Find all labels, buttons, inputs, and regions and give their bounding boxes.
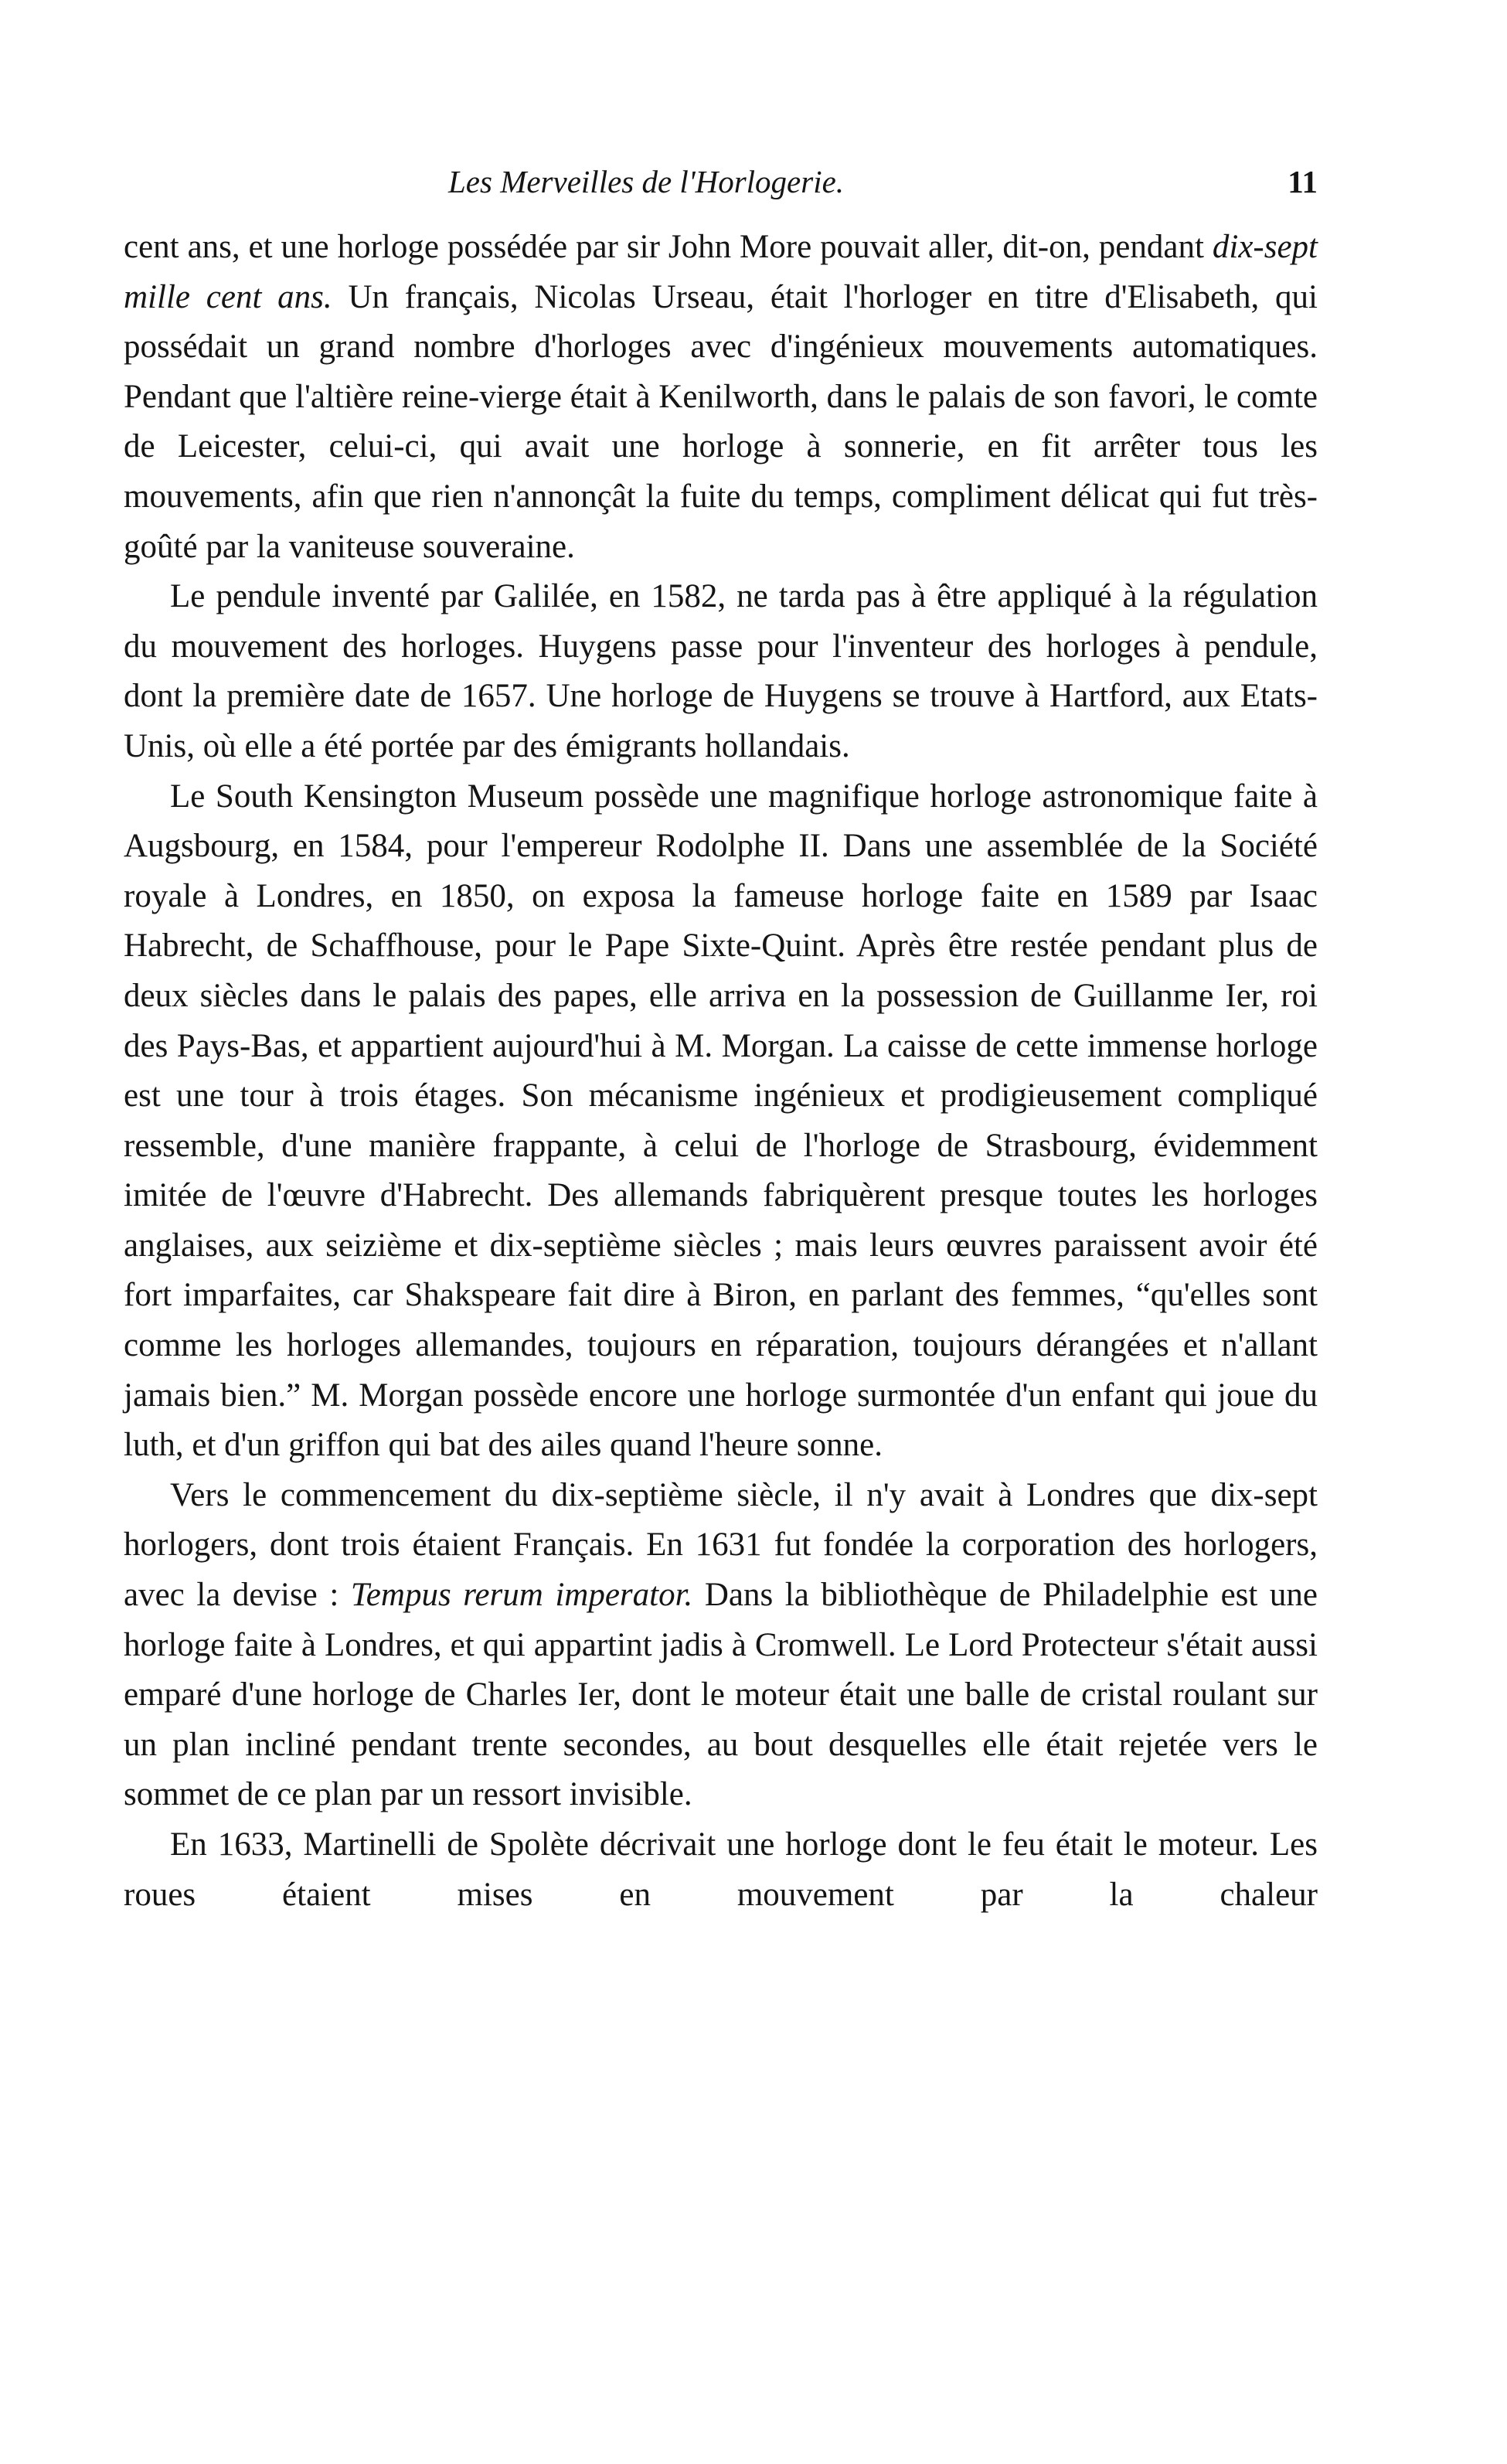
- running-head: [124, 155, 1318, 209]
- running-title: Les Merveilles de l'Horlogerie.: [448, 164, 845, 199]
- book-page: [124, 155, 1318, 1920]
- paragraph: [124, 1471, 1318, 1820]
- paragraph: En 1633, Martinelli de Spolète décrivait une horloge dont le feu était le moteur. Les roues étaient mises en mouvement par la chaleur: [124, 1826, 1318, 1913]
- italic-phrase: Tempus rerum imperator.: [350, 1577, 693, 1614]
- paragraph-text: cent ans, et une horloge possédée par sir John More pouvait aller, dit-on, pendant: [124, 229, 1213, 265]
- paragraph: Le pendule inventé par Galilée, en 1582, ne tarda pas à être appliqué à la régulation du mouvement des horloges. Huygens passe pour l'inventeur des horloges à pendule, dont la première date de 1657. Une horloge de Huygens se trouve à Hartford, aux Etats-Unis, où elle a été portée par des émigrants hollandais.: [124, 578, 1318, 764]
- body-text: [124, 223, 1318, 1920]
- paragraph: Le South Kensington Museum possède une magnifique horloge astronomique faite à Augsbourg, en 1584, pour l'empereur Rodolphe II. Dans une assemblée de la Société royale à Londres, en 1850, on exposa la fameuse horloge faite en 1589 par Isaac Habrecht, de Schaffhouse, pour le Pape Sixte-Quint. Après être restée pendant plus de deux siècles dans le palais des papes, elle arriva en la possession de Guillanme Ier, roi des Pays-Bas, et appartient aujourd'hui à M. Morgan. La caisse de cette immense horloge est une tour à trois étages. Son mécanisme ingénieux et prodigieusement compliqué ressemble, d'une manière frappante, à celui de l'horloge de Strasbourg, évidemment imitée de l'œuvre d'Habrecht. Des allemands fabriquèrent presque toutes les horloges anglaises, aux seizième et dix-septième siècles ; mais leurs œuvres paraissent avoir été fort imparfaites, car Shakspeare fait dire à Biron, en parlant des femmes, “qu'elles sont comme les horloges allemandes, toujours en réparation, toujours dérangées et n'allant jamais bien.” M. Morgan possède encore une horloge surmontée d'un enfant qui joue du luth, et d'un griffon qui bat des ailes quand l'heure sonne.: [124, 778, 1318, 1464]
- paragraph-text: Dans la bibliothèque de Philadelphie est une horloge faite à Londres, et qui appartint jadis à Cromwell. Le Lord Protecteur s'était aussi emparé d'une horloge de Charles Ier, dont le moteur était une balle de cristal roulant sur un plan incliné pendant trente secondes, au bout desquelles elle était rejetée vers le sommet de ce plan par un ressort invisible.: [124, 1577, 1318, 1813]
- paragraph-text: Vers le commencement du dix-septième siècle, il n'y avait à Londres que dix-sept horlogers, dont trois étaient Français. En 1631 fut fondée la corporation des horlogers, avec la devise :: [124, 1476, 1318, 1614]
- italic-phrase: dix-sept mille cent ans.: [124, 229, 1318, 315]
- paragraph-text: Un français, Nicolas Urseau, était l'horloger en titre d'Elisabeth, qui possédait un grand nombre d'horloges avec d'ingénieux mouvements automatiques. Pendant que l'altière reine-vierge était à Kenilworth, dans le palais de son favori, le comte de Leicester, celui-ci, qui avait une horloge à sonnerie, en fit arrêter tous les mouvements, afin que rien n'annonçât la fuite du temps, compliment délicat qui fut très-goûté par la vaniteuse souveraine.: [124, 278, 1318, 565]
- paragraph: [124, 223, 1318, 572]
- page-number: 11: [1288, 164, 1318, 199]
